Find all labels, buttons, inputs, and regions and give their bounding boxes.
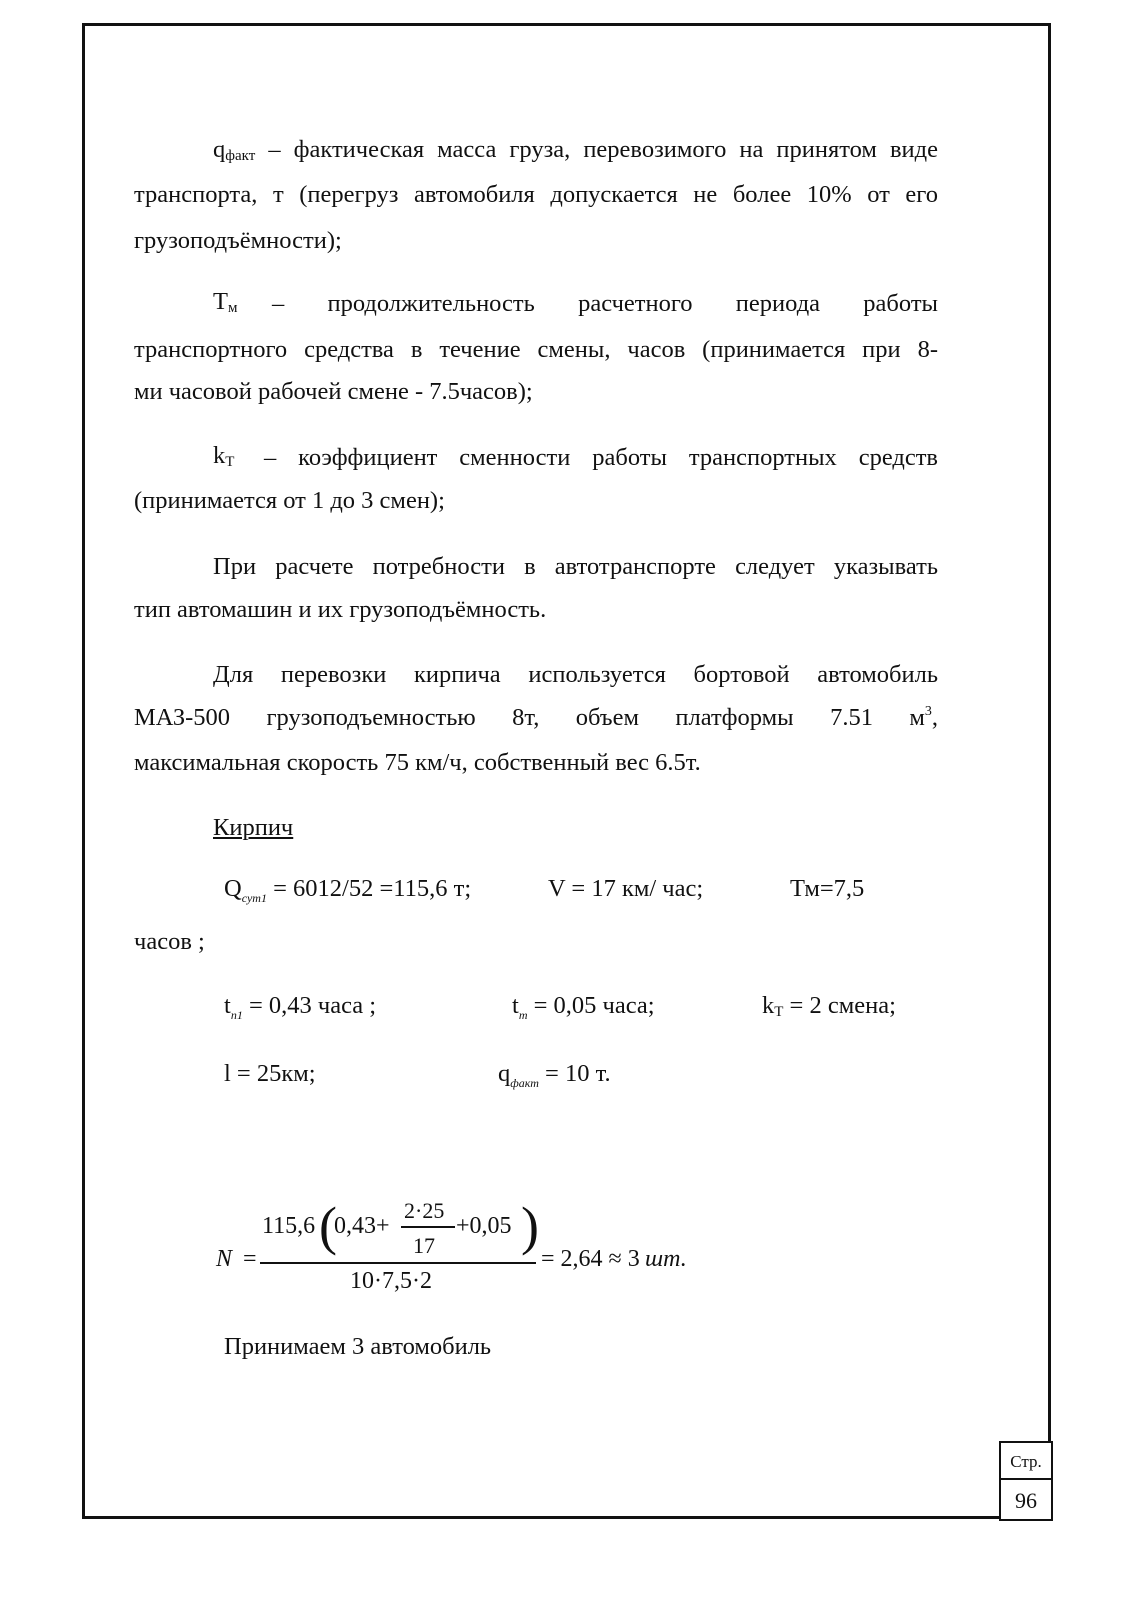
param-tt: $t_т = 0,05$ часа;	[512, 992, 655, 1022]
param-q: $Q_{сут1} = 6012/52 =115,6$ т;	[224, 875, 472, 905]
page-label-cell: Стр.	[999, 1441, 1053, 1480]
formula-denominator: 10·7,5·2	[350, 1268, 432, 1294]
formula-term1: 0,43+	[334, 1213, 390, 1239]
p3-line1: – коэффициент сменности работы транспортных средств	[264, 444, 938, 471]
formula-eq: =	[243, 1246, 257, 1272]
p5-line1: Для перевозки кирпича используется бортовой автомобиль	[213, 661, 938, 688]
p2-symbol: Тм	[213, 288, 238, 316]
p2-line1: – продолжительность расчетного периода работы	[272, 290, 938, 317]
formula-inner-den: 17	[413, 1233, 435, 1258]
p4-line1: При расчете потребности в автотранспорте следует указывать	[213, 553, 938, 580]
param-l: l = 25км;	[224, 1060, 316, 1087]
formula-inner-bar	[401, 1226, 455, 1228]
formula-unit: шт.	[645, 1246, 687, 1272]
p2-line3: ми часовой рабочей смене - 7.5часов);	[134, 378, 533, 405]
formula-main-bar	[260, 1262, 536, 1264]
conclusion: Принимаем 3 автомобиль	[224, 1333, 492, 1360]
param-tn: $t_{п1} = 0,43$ часа ;	[224, 992, 377, 1022]
p4-line2: тип автомашин и их грузоподъёмность.	[134, 596, 547, 623]
param-qf: $q_{факт} = 10$ т.	[498, 1060, 611, 1090]
section-heading: Кирпич	[213, 814, 294, 841]
formula-result: = 2,64 ≈ 3	[541, 1246, 640, 1272]
p3-symbol: kТ	[213, 442, 235, 470]
formula-lhs: N	[216, 1246, 233, 1272]
param-tm-cont: часов ;	[134, 928, 205, 955]
formula-coef: 115,6	[262, 1213, 316, 1239]
p1-line2: транспорта, т (перегруз автомобиля допускается не более 10% от его	[134, 181, 938, 208]
param-tm: Тм=7,5	[790, 875, 865, 902]
formula-term2: +0,05	[456, 1213, 512, 1239]
p1-line3: грузоподъёмности);	[134, 227, 342, 254]
p5-line3: максимальная скорость 75 км/ч, собственный вес 6.5т.	[134, 749, 701, 776]
formula-paren-right: )	[521, 1196, 539, 1256]
page-number-cell: 96	[999, 1478, 1053, 1521]
p2-line2: транспортного средства в течение смены, часов (принимается при 8-	[134, 336, 938, 363]
param-kt: kТ = 2 смена;	[762, 992, 896, 1020]
p1-line1: qфакт – фактическая масса груза, перевозимого на принятом виде	[213, 136, 938, 164]
param-v: V = 17 км/ час;	[548, 875, 704, 902]
formula-inner-num: 2·25	[404, 1198, 445, 1223]
formula-paren-left: (	[319, 1196, 337, 1256]
p5-line2: МАЗ-500 грузоподъемностью 8т, объем платформы 7.51 $м^3$,	[134, 704, 938, 731]
p3-line2: (принимается от 1 до 3 смен);	[134, 487, 445, 514]
